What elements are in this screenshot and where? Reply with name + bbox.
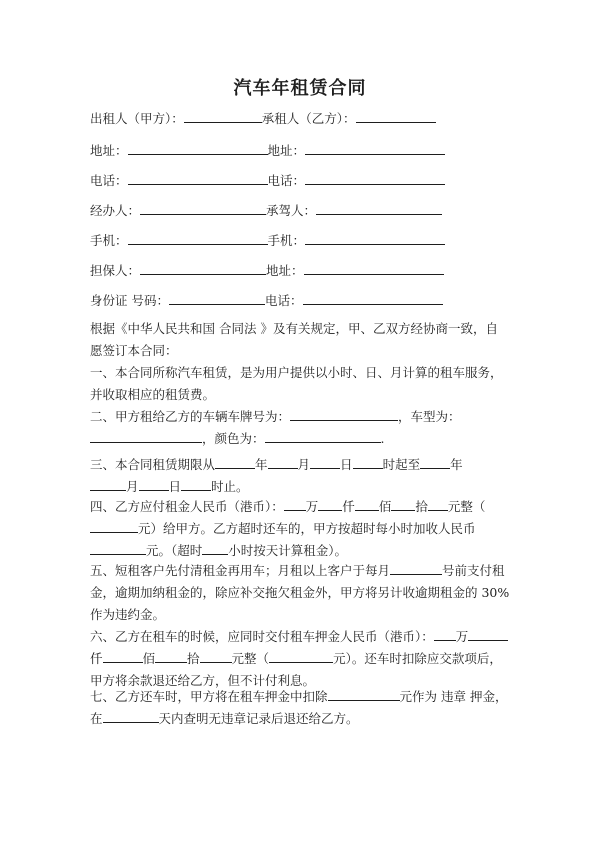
- field-label: 电话：: [90, 173, 128, 188]
- blank-line[interactable]: [128, 171, 268, 185]
- blank-line[interactable]: [310, 455, 340, 469]
- field-label: 地址：: [267, 143, 306, 158]
- blank-line[interactable]: [434, 627, 456, 641]
- blank-line[interactable]: [184, 109, 262, 123]
- document-title: 汽车年租赁合同: [233, 78, 367, 99]
- clause-3: 三、本合同租赁期限从 年 月 日 时起至 年 月 日 时止。: [90, 457, 463, 494]
- field-label: 地址：: [90, 143, 128, 158]
- field-label: 出租人（甲方）：: [90, 111, 184, 126]
- field-label: 地址：: [266, 263, 304, 278]
- field-label: 手机：: [267, 233, 306, 248]
- field-label: 身份证 号码：: [90, 293, 169, 308]
- blank-line[interactable]: [303, 291, 443, 305]
- field-label: 电话：: [267, 173, 306, 188]
- blank-line[interactable]: [139, 477, 169, 491]
- field-label: 担保人：: [90, 263, 141, 278]
- blank-line[interactable]: [103, 709, 159, 723]
- field-row-address: [90, 141, 445, 160]
- field-label: 经办人：: [90, 203, 141, 218]
- blank-line[interactable]: [304, 261, 444, 275]
- clause-2: 二、甲方租给乙方的车辆车牌号为： ，车型为： ，颜色为： .: [90, 409, 461, 446]
- field-row-phone: [90, 171, 445, 190]
- intro-paragraph: 根据《中华人民共和国 合同法 》及有关规定，甲、乙双方经协商一致，自愿签订本合同：: [90, 321, 498, 358]
- blank-line[interactable]: [318, 497, 342, 511]
- blank-line[interactable]: [169, 291, 265, 305]
- clause-1: 一、本合同所称汽车租赁，是为用户提供以小时、日、月计算的租车服务，并收取相应的租赁费。: [90, 365, 503, 402]
- field-row-lessor: [90, 109, 436, 128]
- blank-line[interactable]: [140, 201, 266, 215]
- blank-line[interactable]: [90, 519, 138, 533]
- blank-line[interactable]: [215, 455, 255, 469]
- blank-line[interactable]: [428, 497, 448, 511]
- blank-line[interactable]: [140, 261, 266, 275]
- field-label: 承租人（乙方）：: [261, 111, 356, 126]
- field-label: 承驾人：: [266, 203, 317, 218]
- blank-line[interactable]: [328, 687, 400, 701]
- field-label: 电话：: [264, 293, 303, 308]
- blank-line[interactable]: [355, 497, 379, 511]
- blank-line[interactable]: [103, 649, 143, 663]
- field-row-mobile: [90, 231, 445, 250]
- blank-line[interactable]: [268, 455, 298, 469]
- blank-line[interactable]: [391, 497, 415, 511]
- blank-line[interactable]: [155, 649, 187, 663]
- blank-line[interactable]: [90, 477, 126, 491]
- blank-line[interactable]: [316, 201, 442, 215]
- blank-line[interactable]: [284, 497, 306, 511]
- blank-line[interactable]: [202, 541, 228, 555]
- blank-line[interactable]: [305, 171, 445, 185]
- blank-line[interactable]: [290, 407, 398, 421]
- clause-4: 四、乙方应付租金人民币（港币）： 万 仟 佰 拾 元整（元）给甲方。乙方超时还车的，甲方按超时每小时加收人民币元。（超时 小时按天计算租金）。: [90, 499, 486, 558]
- clause-6: 六、乙方在租车的时候，应同时交付租车押金人民币（港币）： 万仟 佰 拾 元整（ 元）。还车时扣除应交款项后，甲方将余款退还给乙方，但不计付利息。: [90, 626, 510, 692]
- blank-line[interactable]: [128, 141, 268, 155]
- field-row-agent: [90, 201, 442, 220]
- blank-line[interactable]: [90, 541, 146, 555]
- blank-line[interactable]: [356, 109, 436, 123]
- blank-line[interactable]: [265, 429, 381, 443]
- blank-line[interactable]: [390, 561, 442, 575]
- field-row-id: [90, 291, 443, 310]
- clause-5: 五、短租客户先付清租金再用车；月租以上客户于每月 号前支付租金，逾期加纳租金的，除应补交拖欠租金外，甲方将另计收逾期租金的 30%作为违约金。: [90, 563, 510, 622]
- blank-line[interactable]: [305, 141, 445, 155]
- clause-7: 七、乙方还车时，甲方将在租车押金中扣除 元作为 违章 押金， 在 天内查明无违章记录后退还给乙方。: [90, 689, 508, 726]
- field-row-guarantor: [90, 261, 444, 280]
- blank-line[interactable]: [420, 455, 450, 469]
- field-label: 手机：: [90, 233, 128, 248]
- blank-line[interactable]: [90, 429, 202, 443]
- blank-line[interactable]: [468, 627, 508, 641]
- blank-line[interactable]: [305, 231, 445, 245]
- blank-line[interactable]: [353, 455, 383, 469]
- blank-line[interactable]: [128, 231, 268, 245]
- blank-line[interactable]: [269, 649, 333, 663]
- blank-line[interactable]: [200, 649, 232, 663]
- blank-line[interactable]: [181, 477, 211, 491]
